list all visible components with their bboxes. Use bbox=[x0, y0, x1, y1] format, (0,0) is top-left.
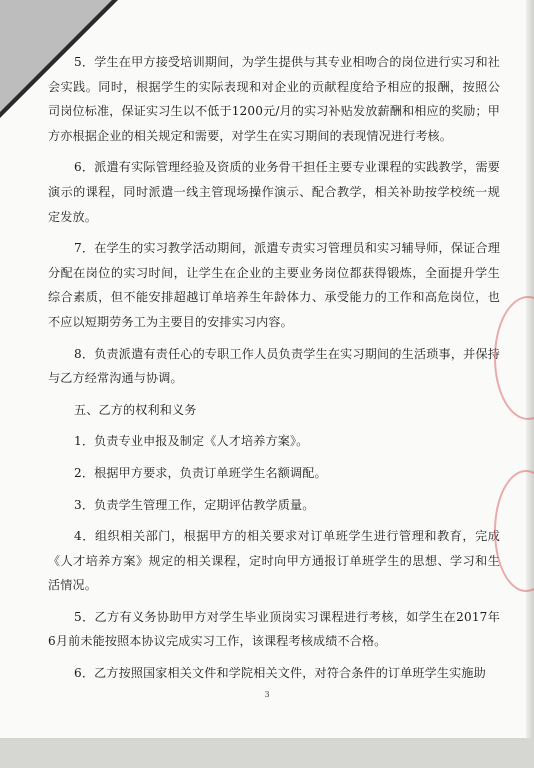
page-number: 3 bbox=[264, 690, 270, 699]
red-seal-stamp bbox=[494, 296, 534, 420]
list-item-2: 2．根据甲方要求，负责订单班学生名额调配。 bbox=[74, 465, 327, 480]
list-item-4: 4．组织相关部门，根据甲方的相关要求对订单班学生进行管理和教育，完成《人才培养方案》规定的相关课程，定时向甲方通报订单班学生的思想、学习和生活情况。 bbox=[48, 529, 500, 593]
document-body bbox=[48, 50, 500, 686]
scan-bottom-strip bbox=[0, 738, 534, 768]
list-item-5: 5．乙方有义务协助甲方对学生毕业顶岗实习课程进行考核，如学生在2017年6月前未能按照本协议完成实习工作，该课程考核成绩不合格。 bbox=[48, 609, 500, 649]
paragraph-item-7: 7．在学生的实习教学活动期间，派遣专责实习管理员和实习辅导师，保证合理分配在岗位的实习时间，让学生在企业的主要业务岗位都获得锻炼，全面提升学生综合素质，但不能安排超越订单培养生年龄体力、承受能力的工作和高危岗位，也不应以短期劳务工为主要目的安排实习内容。 bbox=[48, 241, 500, 329]
list-item-3: 3．负责学生管理工作，定期评估教学质量。 bbox=[74, 497, 315, 512]
paragraph-item-6: 6．派遣有实际管理经验及资质的业务骨干担任主要专业课程的实践教学，需要演示的课程，同时派遣一线主管现场操作演示、配合教学，相关补助按学校统一规定发放。 bbox=[48, 160, 500, 224]
paragraph-item-5: 5．学生在甲方接受培训期间，为学生提供与其专业相吻合的岗位进行实习和社会实践。同时，根据学生的实际表现和对企业的贡献程度给予相应的报酬，按照公司岗位标准，保证实习生以不低于1200元/月的实习补贴发放薪酬和相应的奖励；甲方亦根据企业的相关规定和需要，对学生在实习期间的表现情况进行考核。 bbox=[48, 55, 500, 143]
red-seal-stamp bbox=[494, 470, 534, 592]
list-item-6: 6．乙方按照国家相关文件和学院相关文件，对符合条件的订单班学生实施助 bbox=[74, 666, 486, 681]
section-heading-5: 五、乙方的权利和义务 bbox=[74, 402, 197, 417]
paragraph-item-8: 8．负责派遣有责任心的专职工作人员负责学生在实习期间的生活琐事，并保持与乙方经常沟通与协调。 bbox=[48, 346, 500, 386]
list-item-1: 1．负责专业申报及制定《人才培养方案》。 bbox=[74, 434, 309, 449]
